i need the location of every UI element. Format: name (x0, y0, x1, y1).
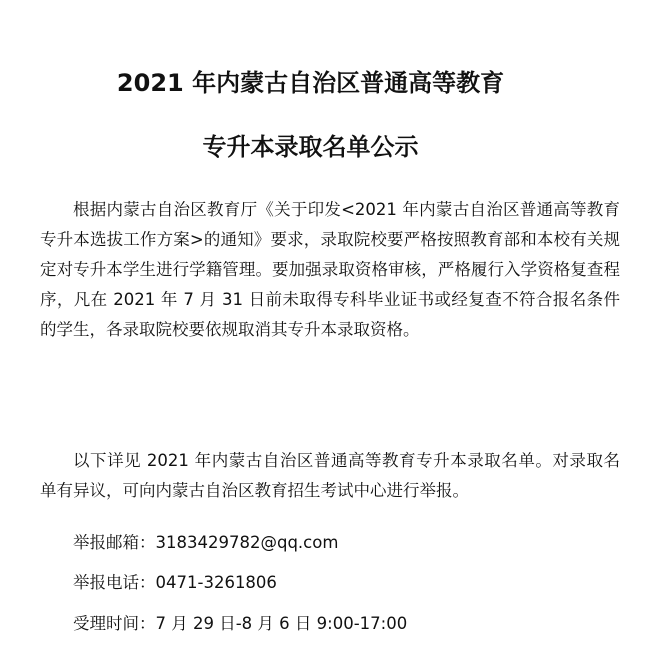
report-phone-line (40, 568, 620, 598)
document-title-line1: 2021 年内蒙古自治区普通高等教育 (116, 69, 505, 97)
body-paragraph-1: 根据内蒙古自治区教育厅《关于印发<2021 年内蒙古自治区普通高等教育专升本选拔工作方案>的通知》要求，录取院校要严格按照教育部和本校有关规定对专升本学生进行学籍管理。要加强录取资格审核，严格履行入学资格复查程序，凡在 2021 年 7 月 31 日前未取得专科毕业证书或经复查不符合报名条件的学生，各录取院校要依规取消其专升本录取资格。 (40, 200, 620, 339)
acceptance-time-value: 7 月 29 日-8 月 6 日 9:00-17:00 (155, 614, 408, 633)
document-title-line2: 专升本录取名单公示 (202, 133, 419, 161)
report-phone-value: 0471-3261806 (155, 573, 277, 592)
report-email-line (40, 528, 620, 558)
report-email-value: 3183429782@qq.com (155, 533, 339, 552)
report-email-label: 举报邮箱： (73, 533, 156, 552)
acceptance-time-label: 受理时间： (73, 614, 156, 633)
body-paragraph-2: 以下详见 2021 年内蒙古自治区普通高等教育专升本录取名单。对录取名单有异议，可向内蒙古自治区教育招生考试中心进行举报。 (40, 451, 620, 500)
report-phone-label: 举报电话： (73, 573, 156, 592)
acceptance-time-line (40, 609, 620, 639)
